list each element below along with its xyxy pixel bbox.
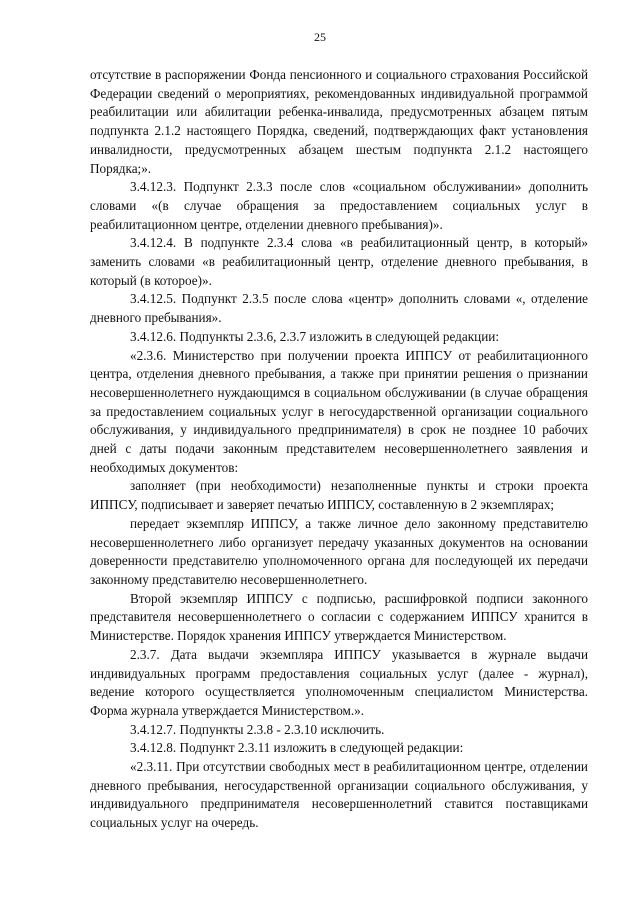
paragraph-second-copy: Второй экземпляр ИППСУ с подписью, расшифровкой подписи законного представителя несовершеннолетнего о согласии с содержанием ИППСУ хранится в Министерстве. Порядок хранения ИППСУ утверждается Министерством. bbox=[90, 590, 588, 644]
paragraph-3-4-12-5: 3.4.12.5. Подпункт 2.3.5 после слова «центр» дополнить словами «, отделение дневного пребывания». bbox=[90, 291, 588, 326]
paragraph-2-3-11: «2.3.11. При отсутствии свободных мест в реабилитационном центре, отделении дневного пребывания, негосударственной организации социального обслуживания, у индивидуального предпринимателя несовершеннолетний ставится поставщиками социальных услуг на очередь. bbox=[90, 759, 588, 831]
paragraph-continuation: отсутствие в распоряжении Фонда пенсионного и социального страхования Российской Федерации сведений о мероприятиях, рекомендованных индивидуальной программой реабилитации или абилитации ребенка-инвалида, предусмотренных абзацем пятым подпункта 2.1.2 настоящего Порядка, сведений, подтверждающих факт установления инвалидности, предусмотренных абзацем шестым подпункта 2.1.2 настоящего Порядка;». bbox=[90, 67, 588, 176]
page-number: 25 bbox=[314, 30, 326, 44]
paragraph-2-3-6: «2.3.6. Министерство при получении проекта ИППСУ от реабилитационного центра, отделения дневного пребывания, а также при принятии решения о признании несовершеннолетнего нуждающимся в социальном обслуживании (в случае обращения за предоставлением социальных услуг в негосударственной организации социального обслуживания, у индивидуального предпринимателя) в срок не позднее 10 рабочих дней с даты подачи законным представителем несовершеннолетнего заявления и необходимых документов: bbox=[90, 347, 588, 475]
paragraph-transfers-copy: передает экземпляр ИППСУ, а также личное дело законному представителю несовершеннолетнего либо организует передачу указанных документов на основании доверенности представителю уполномоченного органа для последующей их передачи законному представителю несовершеннолетнего. bbox=[90, 515, 588, 587]
paragraph-fills-project: заполняет (при необходимости) незаполненные пункты и строки проекта ИППСУ, подписывает и заверяет печатью ИППСУ, составленную в 2 экземплярах; bbox=[90, 478, 588, 513]
paragraph-2-3-7: 2.3.7. Дата выдачи экземпляра ИППСУ указывается в журнале выдачи индивидуальных программ предоставления социальных услуг (далее - журнал), ведение которого осуществляется уполномоченным специалистом Министерства. Форма журнала утверждается Министерством.». bbox=[90, 646, 588, 718]
paragraph-3-4-12-7: 3.4.12.7. Подпункты 2.3.8 - 2.3.10 исключить. bbox=[130, 721, 385, 737]
paragraph-3-4-12-3: 3.4.12.3. Подпункт 2.3.3 после слов «социальном обслуживании» дополнить словами «(в случае обращения за предоставлением социальных услуг в реабилитационном центре, отделении дневного пребывания)». bbox=[90, 179, 588, 232]
document-body bbox=[90, 66, 588, 833]
paragraph-3-4-12-6: 3.4.12.6. Подпункты 2.3.6, 2.3.7 изложить в следующей редакции: bbox=[130, 328, 499, 344]
paragraph-3-4-12-8: 3.4.12.8. Подпункт 2.3.11 изложить в следующей редакции: bbox=[130, 740, 464, 756]
paragraph-3-4-12-4: 3.4.12.4. В подпункте 2.3.4 слова «в реабилитационный центр, в который» заменить словами «в реабилитационный центр, отделение дневного пребывания, в который (в которое)». bbox=[90, 235, 588, 288]
